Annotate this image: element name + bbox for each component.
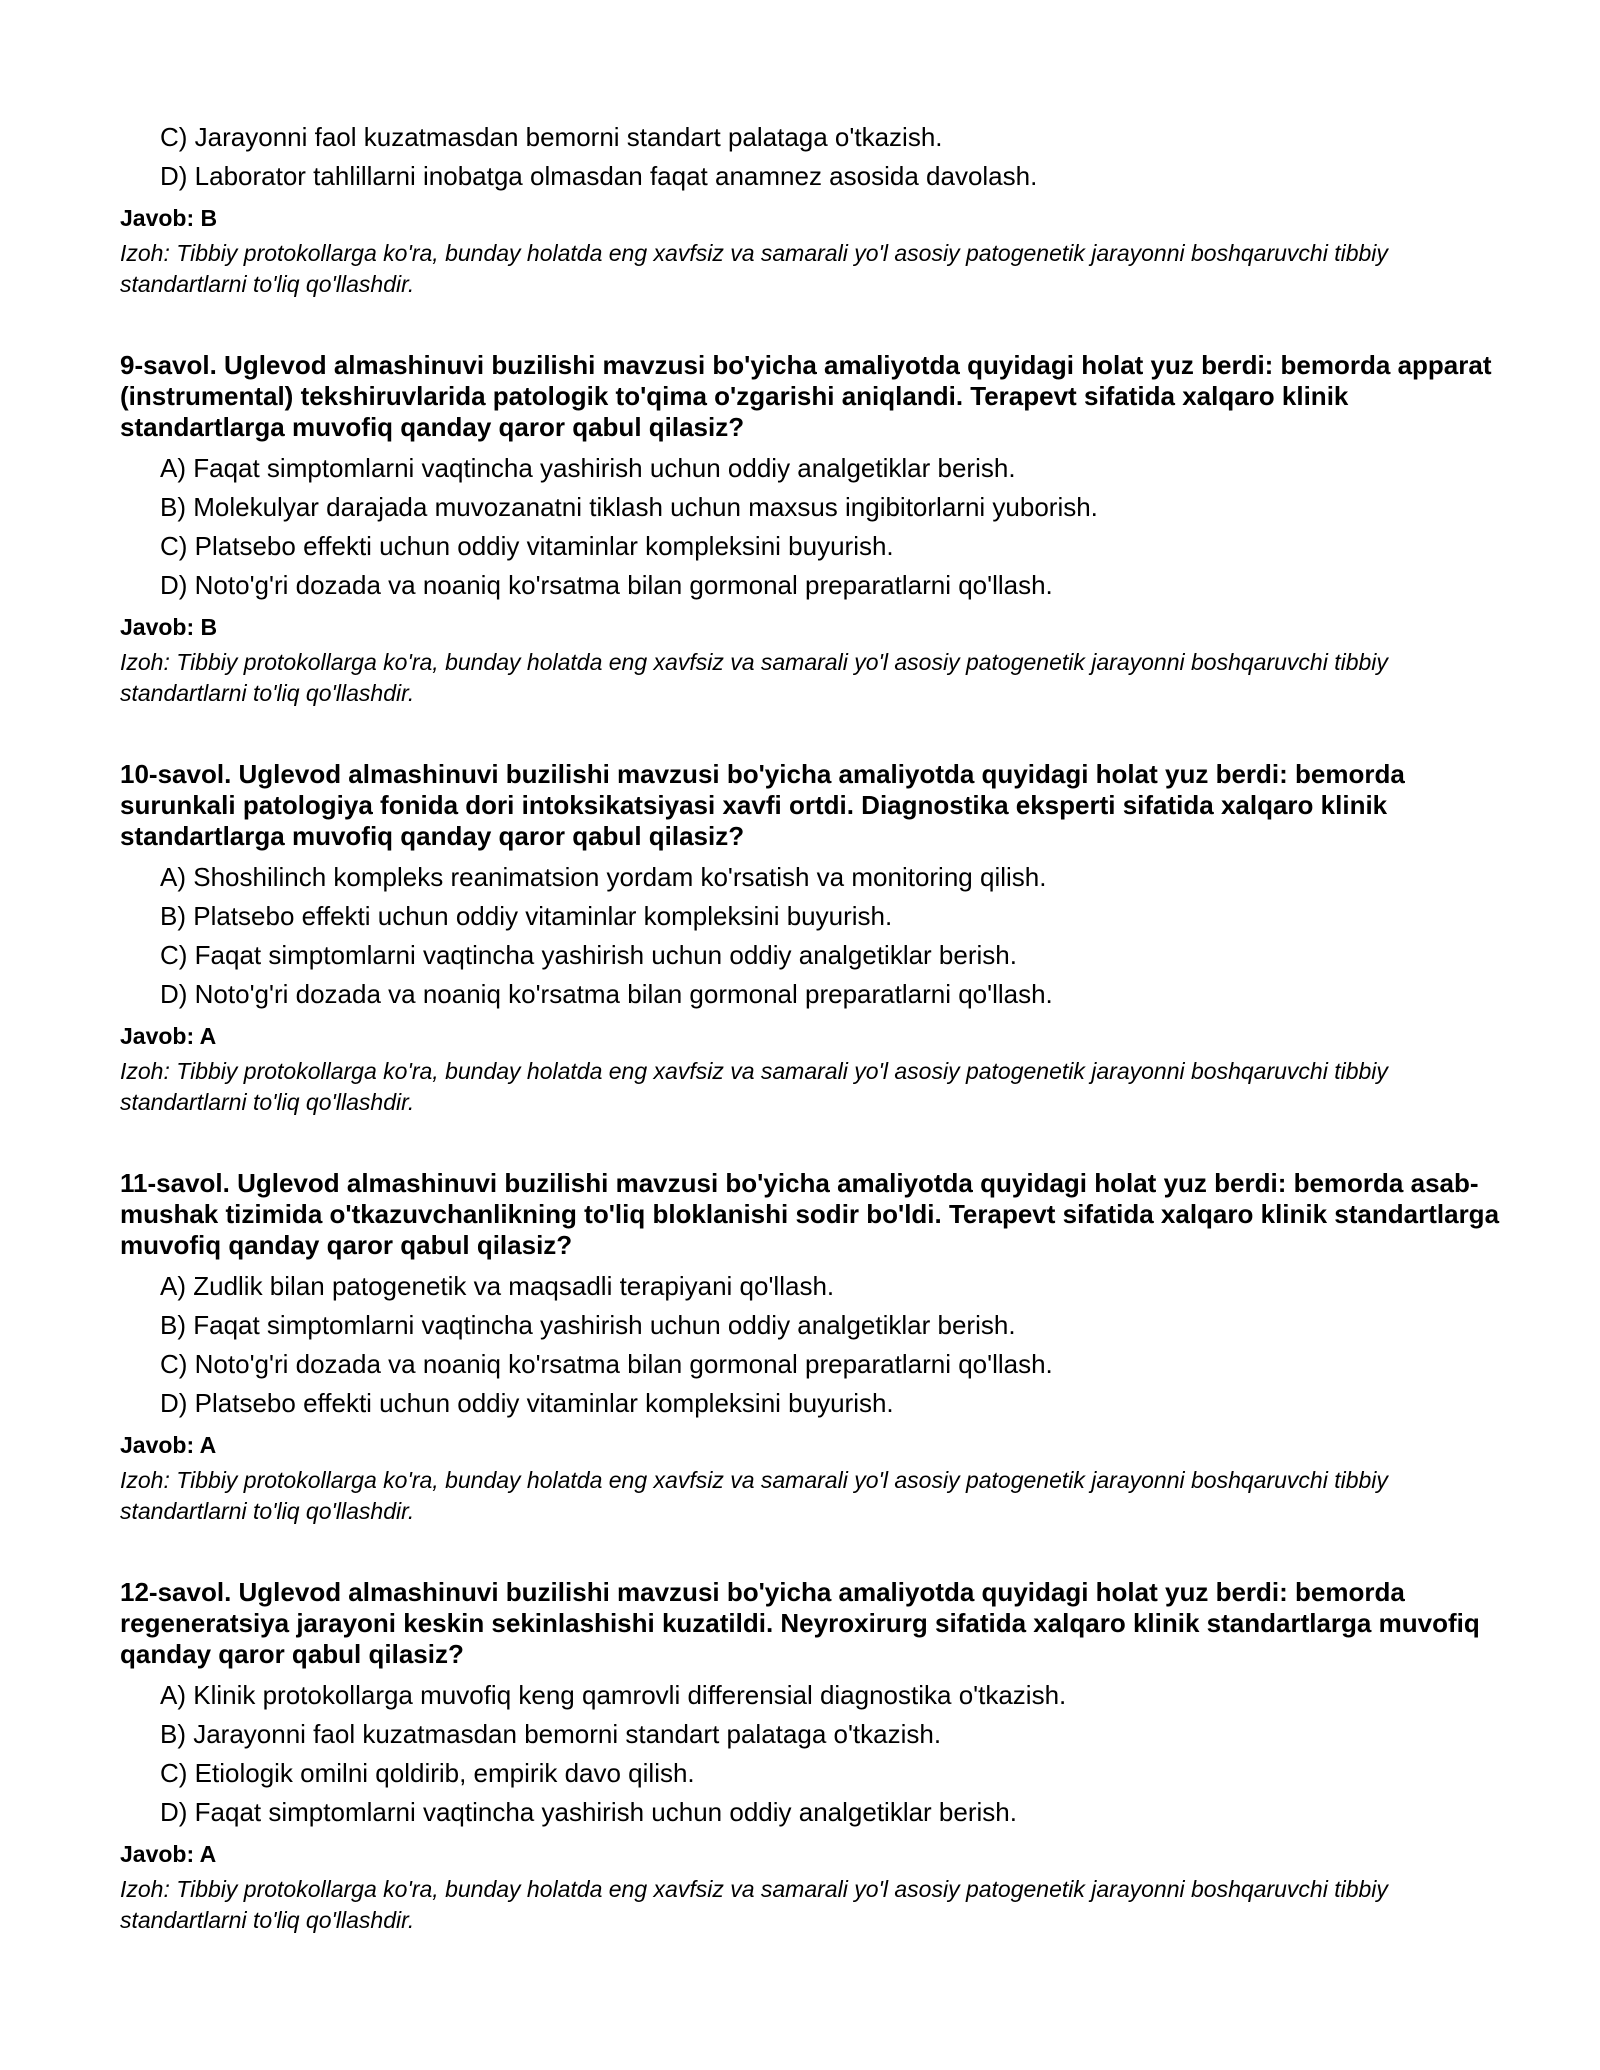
option-c: C) Etiologik omilni qoldirib, empirik davo qilish. xyxy=(160,1758,695,1788)
explanation-note: Izoh: Tibbiy protokollarga ko'ra, bunday holatda eng xavfsiz va samarali yo'l asosiy patogenetik jarayonni boshqaruvchi tibbiy standartlarni to'liq qo'llashdir. xyxy=(120,240,1388,297)
option-d: D) Faqat simptomlarni vaqtincha yashirish uchun oddiy analgetiklar berish. xyxy=(160,1797,1017,1827)
option-a: A) Klinik protokollarga muvofiq keng qamrovli differensial diagnostika o'tkazish. xyxy=(160,1680,1067,1710)
option-d: D) Noto'g'ri dozada va noaniq ko'rsatma bilan gormonal preparatlarni qo'llash. xyxy=(160,570,1053,600)
answer-label: Javob: A xyxy=(120,1841,217,1867)
option-a: A) Shoshilinch kompleks reanimatsion yordam ko'rsatish va monitoring qilish. xyxy=(160,862,1047,892)
explanation-note: Izoh: Tibbiy protokollarga ko'ra, bunday holatda eng xavfsiz va samarali yo'l asosiy patogenetik jarayonni boshqaruvchi tibbiy standartlarni to'liq qo'llashdir. xyxy=(120,1058,1388,1115)
question-text: 11-savol. Uglevod almashinuvi buzilishi mavzusi bo'yicha amaliyotda quyidagi holat yuz berdi: bemorda asab-mushak tizimida o'tkazuvchanlikning to'liq bloklanishi sodir bo'ldi. Terapevt sifatida xalqaro klinik standartlarga muvofiq qanday qaror qabul qilasiz? xyxy=(120,1168,1500,1260)
question-text: 9-savol. Uglevod almashinuvi buzilishi mavzusi bo'yicha amaliyotda quyidagi holat yuz berdi: bemorda apparat (instrumental) tekshiruvlarida patologik to'qima o'zgarishi aniqlandi. Terapevt sifatida xalqaro klinik standartlarga muvofiq qanday qaror qabul qilasiz? xyxy=(120,350,1492,442)
option-d: D) Laborator tahlillarni inobatga olmasdan faqat anamnez asosida davolash. xyxy=(160,161,1038,191)
explanation-note: Izoh: Tibbiy protokollarga ko'ra, bunday holatda eng xavfsiz va samarali yo'l asosiy patogenetik jarayonni boshqaruvchi tibbiy standartlarni to'liq qo'llashdir. xyxy=(120,649,1388,706)
option-d: D) Platsebo effekti uchun oddiy vitaminlar kompleksini buyurish. xyxy=(160,1388,894,1418)
answer-label: Javob: A xyxy=(120,1432,217,1458)
question-8-continuation xyxy=(120,118,1500,300)
option-b: B) Faqat simptomlarni vaqtincha yashirish uchun oddiy analgetiklar berish. xyxy=(160,1310,1016,1340)
explanation-note: Izoh: Tibbiy protokollarga ko'ra, bunday holatda eng xavfsiz va samarali yo'l asosiy patogenetik jarayonni boshqaruvchi tibbiy standartlarni to'liq qo'llashdir. xyxy=(120,1876,1388,1933)
question-9 xyxy=(120,350,1500,709)
option-a: A) Faqat simptomlarni vaqtincha yashirish uchun oddiy analgetiklar berish. xyxy=(160,453,1016,483)
option-d: D) Noto'g'ri dozada va noaniq ko'rsatma bilan gormonal preparatlarni qo'llash. xyxy=(160,979,1053,1009)
option-c: C) Platsebo effekti uchun oddiy vitaminlar kompleksini buyurish. xyxy=(160,531,894,561)
document-page xyxy=(120,118,1500,1936)
answer-label: Javob: B xyxy=(120,205,218,231)
question-text: 10-savol. Uglevod almashinuvi buzilishi mavzusi bo'yicha amaliyotda quyidagi holat yuz berdi: bemorda surunkali patologiya fonida dori intoksikatsiyasi xavfi ortdi. Diagnostika eksperti sifatida xalqaro klinik standartlarga muvofiq qanday qaror qabul qilasiz? xyxy=(120,759,1405,851)
option-b: B) Molekulyar darajada muvozanatni tiklash uchun maxsus ingibitorlarni yuborish. xyxy=(160,492,1098,522)
question-11 xyxy=(120,1168,1500,1527)
option-c: C) Faqat simptomlarni vaqtincha yashirish uchun oddiy analgetiklar berish. xyxy=(160,940,1017,970)
option-b: B) Platsebo effekti uchun oddiy vitaminlar kompleksini buyurish. xyxy=(160,901,893,931)
option-c: C) Noto'g'ri dozada va noaniq ko'rsatma bilan gormonal preparatlarni qo'llash. xyxy=(160,1349,1053,1379)
question-10 xyxy=(120,759,1500,1118)
option-c: C) Jarayonni faol kuzatmasdan bemorni standart palataga o'tkazish. xyxy=(160,122,943,152)
answer-label: Javob: B xyxy=(120,614,218,640)
question-12 xyxy=(120,1577,1500,1936)
option-b: B) Jarayonni faol kuzatmasdan bemorni standart palataga o'tkazish. xyxy=(160,1719,942,1749)
explanation-note: Izoh: Tibbiy protokollarga ko'ra, bunday holatda eng xavfsiz va samarali yo'l asosiy patogenetik jarayonni boshqaruvchi tibbiy standartlarni to'liq qo'llashdir. xyxy=(120,1467,1388,1524)
option-a: A) Zudlik bilan patogenetik va maqsadli terapiyani qo'llash. xyxy=(160,1271,835,1301)
answer-label: Javob: A xyxy=(120,1023,217,1049)
question-text: 12-savol. Uglevod almashinuvi buzilishi mavzusi bo'yicha amaliyotda quyidagi holat yuz berdi: bemorda regeneratsiya jarayoni keskin sekinlashishi kuzatildi. Neyroxirurg sifatida xalqaro klinik standartlarga muvofiq qanday qaror qabul qilasiz? xyxy=(120,1577,1480,1669)
